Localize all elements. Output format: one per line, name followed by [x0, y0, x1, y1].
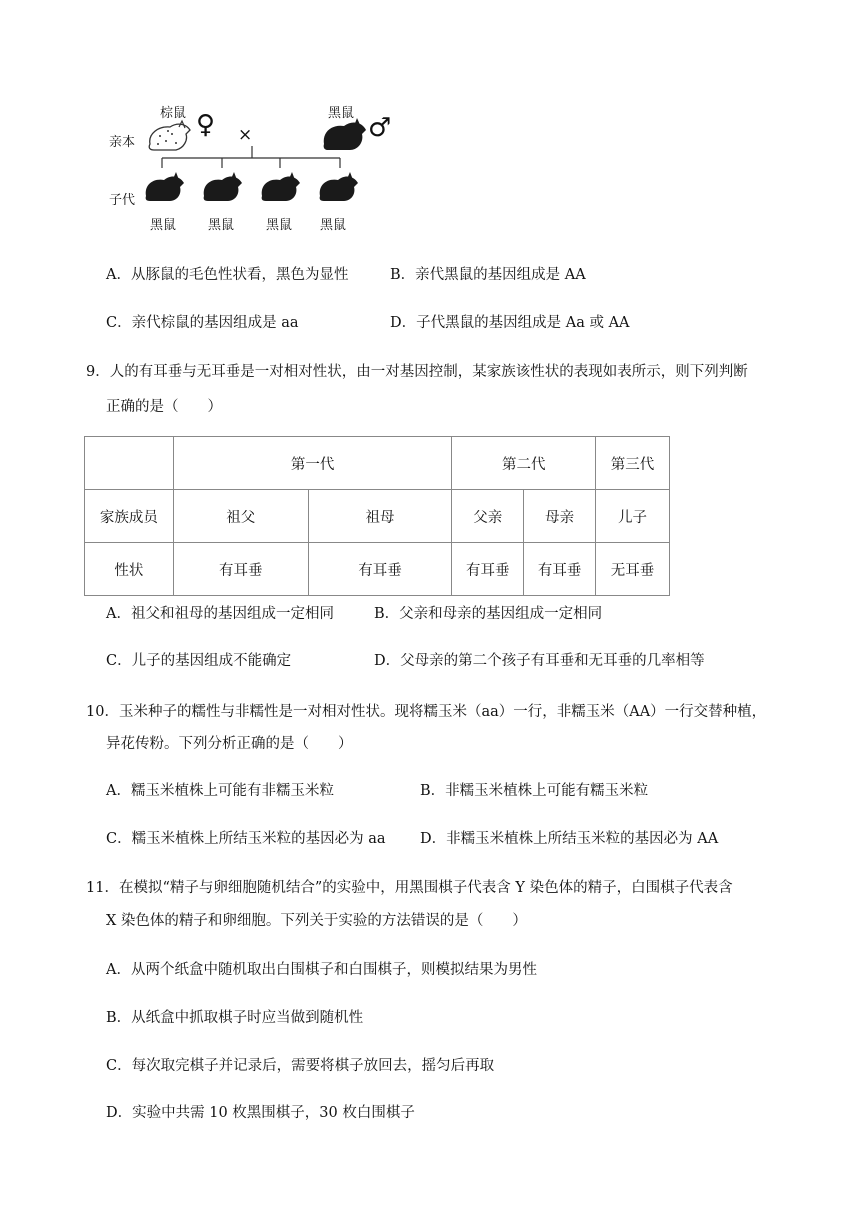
- q10-stem-cont: 异花传粉。下列分析正确的是（ ）: [106, 736, 353, 752]
- black-mouse-label: 黑鼠: [328, 106, 355, 121]
- offspring-black-mouse-icon: [262, 172, 300, 201]
- offspring-black-mouse-icon: [320, 172, 358, 201]
- header-gen3: 第三代: [596, 437, 670, 490]
- trait-cell: 无耳垂: [596, 543, 670, 596]
- brown-mouse-label: 棕鼠: [160, 106, 187, 121]
- trait-cell: 有耳垂: [173, 543, 308, 596]
- offspring-name: 黑鼠: [150, 218, 177, 233]
- brown-mouse-icon: [149, 121, 190, 150]
- q10-option-a: A．糯玉米植株上可能有非糯玉米粒: [106, 783, 334, 799]
- member-cell: 祖母: [308, 490, 452, 543]
- q10-option-b: B．非糯玉米植株上可能有糯玉米粒: [420, 783, 649, 799]
- member-cell: 父亲: [452, 490, 524, 543]
- table-row: [85, 490, 670, 543]
- q11-stem-cont: X 染色体的精子和卵细胞。下列关于实验的方法错误的是（ ）: [106, 913, 527, 929]
- male-symbol: ♂: [368, 113, 392, 143]
- header-gen2: 第二代: [452, 437, 596, 490]
- offspring-name: 黑鼠: [320, 218, 347, 233]
- trait-label: 性状: [85, 543, 174, 596]
- q11-option-d: D．实验中共需 10 枚黑围棋子，30 枚白围棋子: [106, 1105, 415, 1121]
- q8-option-c: C．亲代棕鼠的基因组成是 aa: [106, 315, 299, 331]
- trait-cell: 有耳垂: [524, 543, 596, 596]
- q11-option-c: C．每次取完棋子并记录后，需要将棋子放回去，摇匀后再取: [106, 1058, 495, 1074]
- q9-stem-cont: 正确的是（ ）: [106, 399, 222, 415]
- black-mouse-icon: [324, 118, 366, 150]
- family-trait-table: [84, 436, 670, 596]
- q10-stem: 10．玉米种子的糯性与非糯性是一对相对性状。现将糯玉米（aa）一行，非糯玉米（AA）一行交替种植，: [86, 704, 767, 720]
- offspring-name: 黑鼠: [208, 218, 235, 233]
- q8-option-b: B．亲代黑鼠的基因组成是 AA: [390, 267, 586, 283]
- cross-symbol: ×: [238, 125, 253, 145]
- offspring-black-mouse-icon: [146, 172, 184, 201]
- members-label: 家族成员: [85, 490, 174, 543]
- q9-option-d: D．父母亲的第二个孩子有耳垂和无耳垂的几率相等: [374, 653, 705, 669]
- trait-cell: 有耳垂: [452, 543, 524, 596]
- offspring-label: 子代: [109, 193, 136, 208]
- cross-diagram-graphic: [100, 100, 420, 240]
- parents-label: 亲本: [109, 135, 136, 150]
- table-row: [85, 437, 670, 490]
- q9-option-b: B．父亲和母亲的基因组成一定相同: [374, 606, 603, 622]
- q9-stem: 9．人的有耳垂与无耳垂是一对相对性状，由一对基因控制，某家族该性状的表现如表所示，则下列判断: [86, 364, 748, 380]
- offspring-black-mouse-icon: [204, 172, 242, 201]
- q11-stem: 11．在模拟“精子与卵细胞随机结合”的实验中，用黑围棋子代表含 Y 染色体的精子，白围棋子代表含: [86, 880, 733, 896]
- q10-option-c: C．糯玉米植株上所结玉米粒的基因必为 aa: [106, 831, 386, 847]
- table-cell-empty: [85, 437, 174, 490]
- q10-option-d: D．非糯玉米植株上所结玉米粒的基因必为 AA: [420, 831, 719, 847]
- trait-cell: 有耳垂: [308, 543, 452, 596]
- q8-option-d: D．子代黑鼠的基因组成是 Aa 或 AA: [390, 315, 630, 331]
- table-row: [85, 543, 670, 596]
- q8-option-a: A．从豚鼠的毛色性状看，黑色为显性: [106, 267, 349, 283]
- q9-option-a: A．祖父和祖母的基因组成一定相同: [106, 606, 334, 622]
- header-gen1: 第一代: [173, 437, 451, 490]
- member-cell: 祖父: [173, 490, 308, 543]
- member-cell: 儿子: [596, 490, 670, 543]
- q11-option-b: B．从纸盒中抓取棋子时应当做到随机性: [106, 1010, 364, 1026]
- member-cell: 母亲: [524, 490, 596, 543]
- female-symbol: ♀: [196, 110, 216, 140]
- q11-option-a: A．从两个纸盒中随机取出白围棋子和白围棋子，则模拟结果为男性: [106, 962, 537, 978]
- offspring-name: 黑鼠: [266, 218, 293, 233]
- q9-option-c: C．儿子的基因组成不能确定: [106, 653, 292, 669]
